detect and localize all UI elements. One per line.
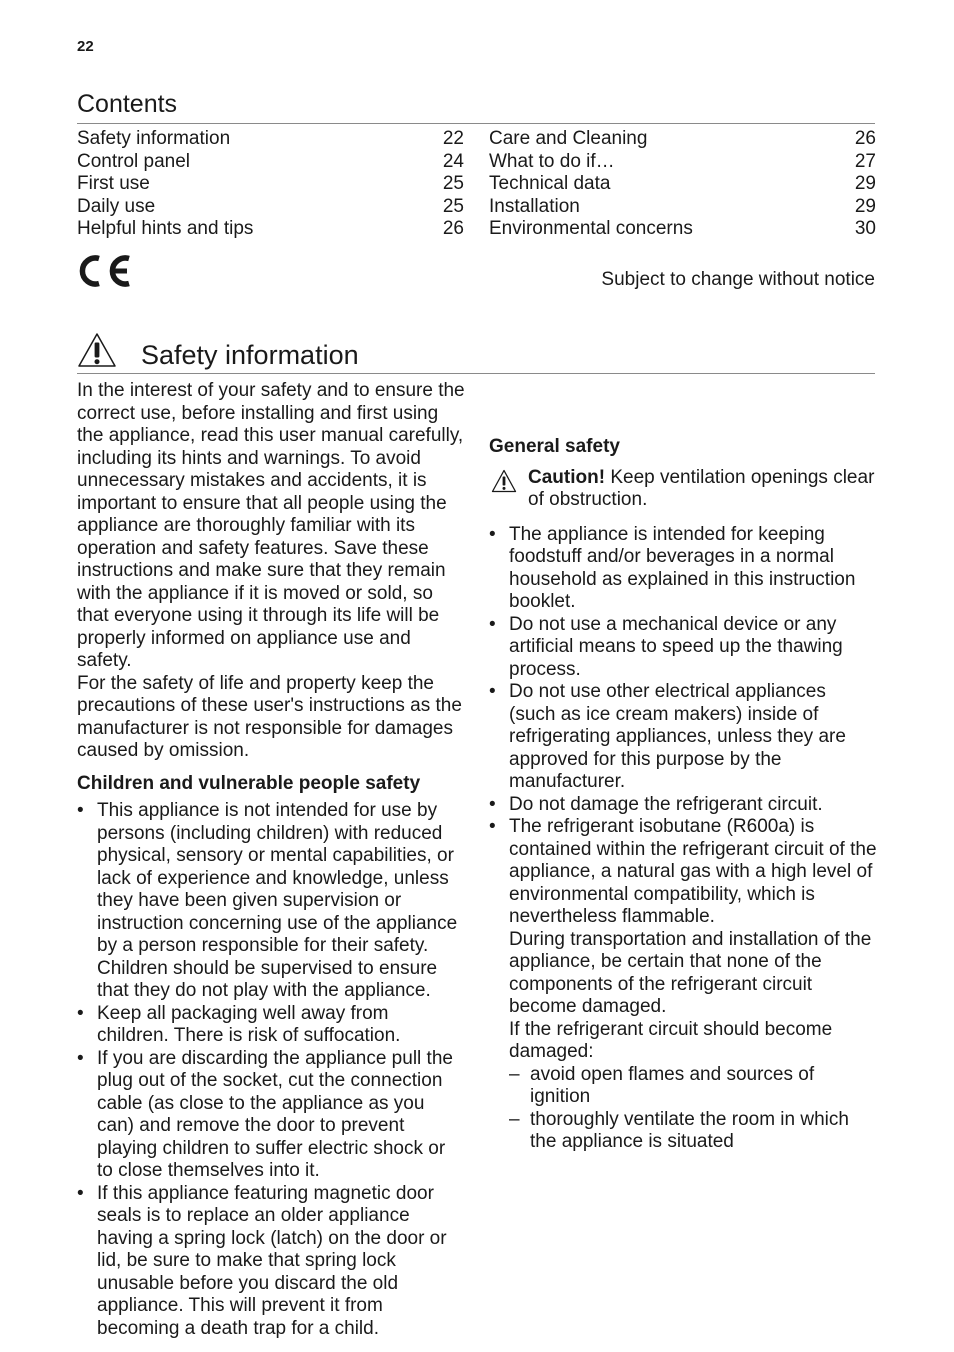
children-safety-heading: Children and vulnerable people safety <box>77 772 421 794</box>
warning-triangle-icon <box>77 332 117 368</box>
caution-label: Caution! <box>528 466 606 488</box>
caution-note <box>489 467 877 512</box>
children-safety-list <box>77 800 465 1340</box>
list-item: • The appliance is intended for keeping foodstuff and/or beverages in a normal household as explained in this instruction booklet. <box>489 524 877 614</box>
contents-title: Contents <box>77 90 178 118</box>
intro-paragraph: In the interest of your safety and to ensure the correct use, before installing and first using the appliance, read this user manual carefully, including its hints and warnings. To avoid unnecessary mistakes and accidents, it is important to ensure that all people using the appliance are thoroughly familiar with its operation and safety features. Save these instructions and make sure that they remain with the appliance if it is moved or sold, so that everyone using it through its life will be properly informed on appliance use and safety. <box>77 380 465 671</box>
toc-entry[interactable]: Technical data 29 <box>489 173 876 194</box>
safety-divider <box>77 373 875 374</box>
toc-left-column <box>77 128 464 241</box>
intro-paragraph: For the safety of life and property keep the precautions of these user's instructions as the manufacturer is not responsible for damages caused by omission. <box>77 672 462 761</box>
list-item: • Do not use a mechanical device or any artificial means to speed up the thawing process. <box>489 614 877 682</box>
toc-right-column <box>489 128 876 241</box>
list-item: • Do not damage the refrigerant circuit. <box>489 794 877 817</box>
left-text-column <box>77 380 465 1340</box>
damaged-text: If the refrigerant circuit should become damaged: <box>509 1018 833 1062</box>
safety-title: Safety information <box>141 340 359 370</box>
toc-entry[interactable]: Daily use 25 <box>77 195 464 217</box>
caution-text: Keep ventilation openings clear of obstruction. <box>528 466 875 510</box>
right-text-column <box>489 380 877 1154</box>
general-safety-list <box>489 524 877 1154</box>
list-item: • Keep all packaging well away from children. There is risk of suffocation. <box>77 1003 465 1048</box>
caution-triangle-icon <box>491 469 517 493</box>
damaged-actions-list <box>509 1064 877 1154</box>
toc-entry[interactable]: What to do if… 27 <box>489 150 876 172</box>
contents-divider <box>77 123 875 124</box>
dash-item: – avoid open flames and sources of ignition <box>509 1064 877 1109</box>
list-item: • Do not use other electrical appliances (such as ice cream makers) inside of refrigerating appliances, unless they are approved for this purpose by the manufacturer. <box>489 681 877 794</box>
transport-text: During transportation and installation of the appliance, be certain that none of the components of the refrigerant circuit become damaged. <box>509 928 872 1017</box>
general-safety-heading: General safety <box>489 436 620 457</box>
toc-entry[interactable]: Control panel 24 <box>77 150 464 172</box>
list-item: • If you are discarding the appliance pull the plug out of the socket, cut the connection cable (as close to the appliance as you can) and remove the door to prevent playing children to suffer electric shock or to close themselves into it. <box>77 1048 465 1183</box>
page-number: 22 <box>77 38 94 55</box>
ce-mark-icon <box>77 252 133 290</box>
toc-entry[interactable]: First use 25 <box>77 173 464 194</box>
toc-entry[interactable]: Helpful hints and tips 26 <box>77 218 464 239</box>
toc-entry[interactable]: Safety information 22 <box>77 128 464 149</box>
list-item <box>489 816 877 1154</box>
toc-entry[interactable]: Environmental concerns 30 <box>489 218 876 239</box>
change-notice: Subject to change without notice <box>601 269 875 290</box>
list-item: • If this appliance featuring magnetic door seals is to replace an older appliance having a spring lock (latch) on the door or lid, be sure to make that spring lock unusable before you discard the old appliance. This will prevent it from becoming a death trap for a child. <box>77 1183 465 1341</box>
toc-entry[interactable]: Installation 29 <box>489 195 876 217</box>
dash-item: – thoroughly ventilate the room in which the appliance is situated <box>509 1109 877 1154</box>
toc-entry[interactable]: Care and Cleaning 26 <box>489 128 876 149</box>
list-item: • This appliance is not intended for use by persons (including children) with reduced physical, sensory or mental capabilities, or lack of experience and knowledge, unless they have been given supervision or instruction concerning use of the appliance by a person responsible for their safety. Children should be supervised to ensure that they do not play with the appliance. <box>77 800 465 1003</box>
refrigerant-text: • The refrigerant isobutane (R600a) is contained within the refrigerant circuit of the appliance, a natural gas with a high level of environmental compatibility, which is nevertheless flammable. <box>509 816 877 927</box>
